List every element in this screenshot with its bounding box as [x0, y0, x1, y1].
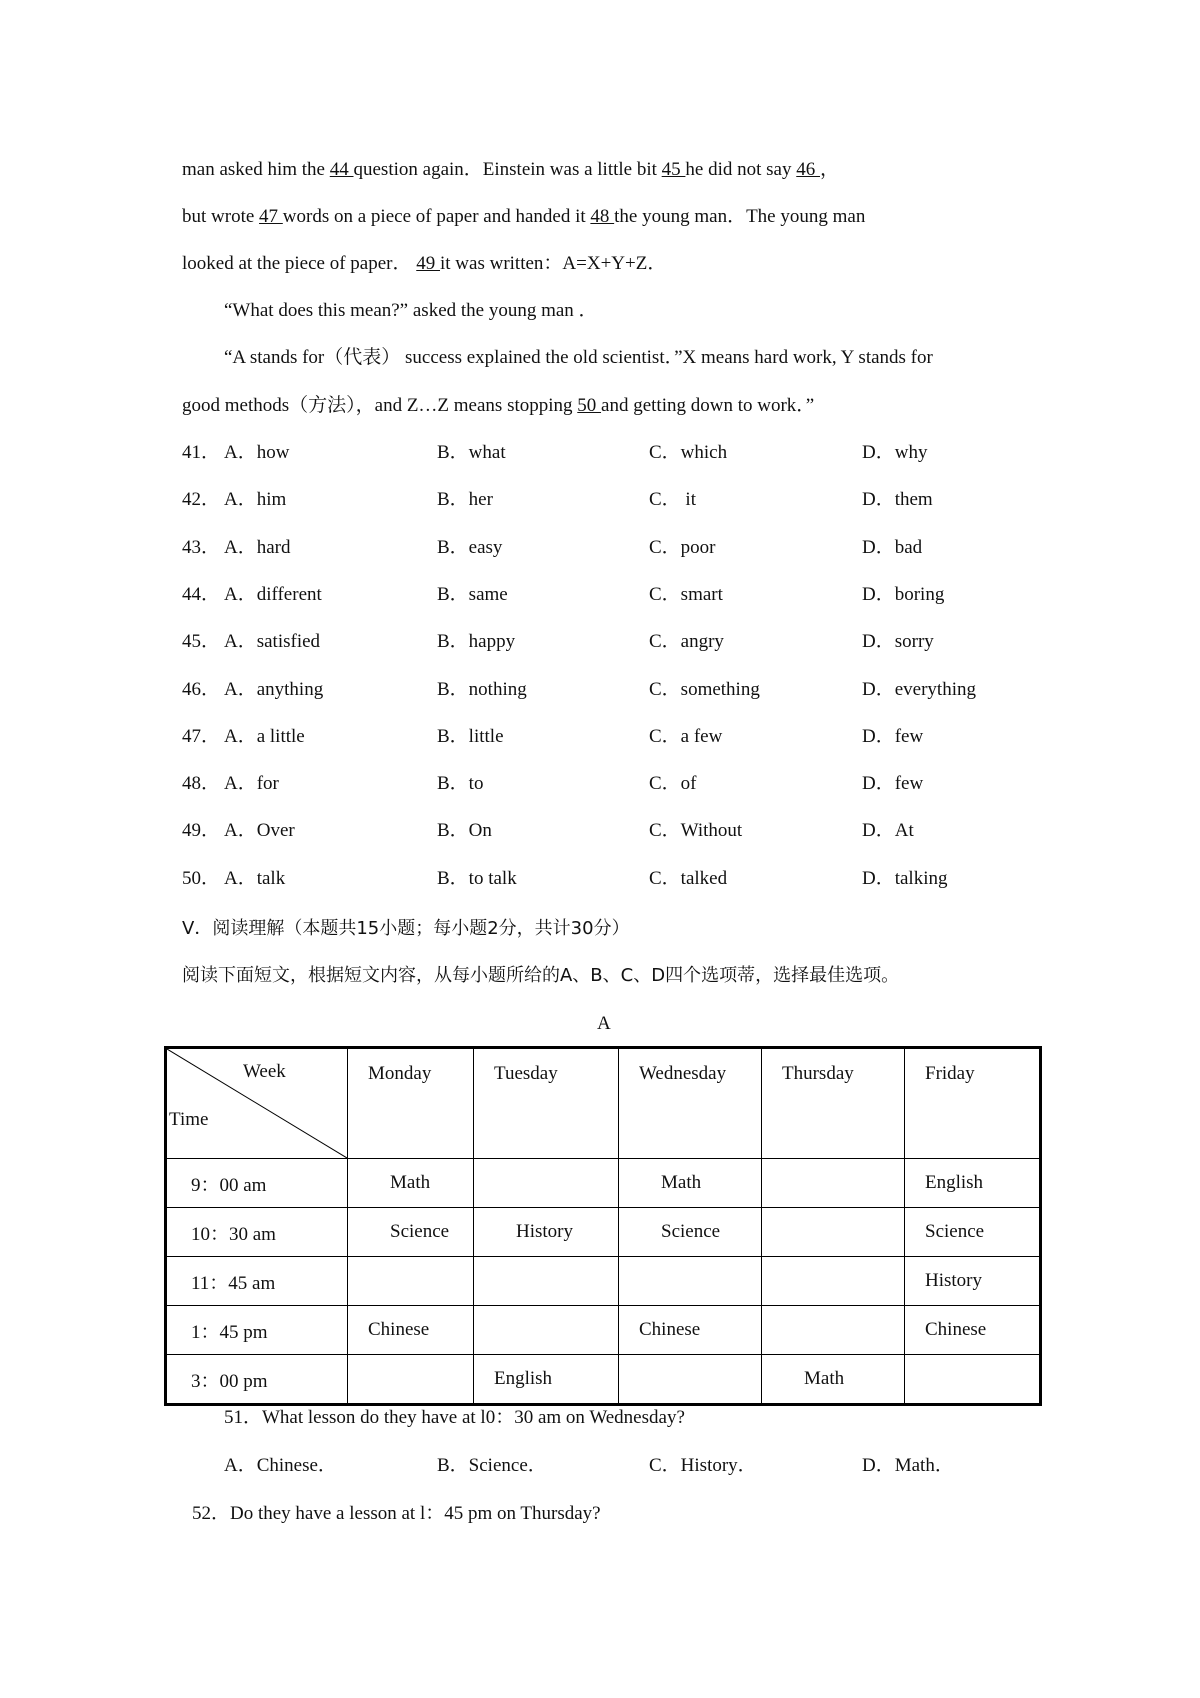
option-c: C． it: [649, 489, 696, 510]
passage-line-3: looked at the piece of paper． 49 it was written：A=X+Y+Z．: [182, 253, 667, 274]
lesson-cell: [905, 1355, 1041, 1405]
option-a: A．a little: [224, 726, 305, 747]
lesson-cell: Chinese: [905, 1306, 1041, 1355]
option-d: D．At: [862, 820, 914, 841]
section-instruction: 阅读下面短文，根据短文内容，从每小题所给的A、B、C、D四个选项蒂，选择最佳选项。: [182, 965, 900, 986]
lesson-cell: [762, 1159, 905, 1208]
option-c: C．talked: [649, 868, 728, 889]
time-cell: 10：30 am: [166, 1208, 348, 1257]
timetable-row: [166, 1257, 1041, 1306]
option-a: A．how: [224, 442, 290, 463]
lesson-cell: Math: [348, 1159, 474, 1208]
option-a: A．anything: [224, 679, 324, 700]
question-number: 47．: [182, 726, 221, 747]
option-c: C．a few: [649, 726, 723, 747]
option-d: D．everything: [862, 679, 976, 700]
blank-46: 46: [796, 159, 820, 180]
option-b: B．easy: [437, 537, 503, 558]
question-number: 44．: [182, 584, 221, 605]
blank-45: 45: [661, 159, 686, 180]
option-d: D．few: [862, 726, 924, 747]
question-52: 52．Do they have a lesson at l：45 pm on Thursday?: [192, 1503, 601, 1524]
time-cell: 1：45 pm: [166, 1306, 348, 1355]
day-header: Wednesday: [619, 1048, 762, 1159]
option-b: B．what: [437, 442, 506, 463]
section-title: V．阅读理解（本题共15小题；每小题2分，共计30分）: [182, 918, 630, 939]
option-b: B．same: [437, 584, 508, 605]
option-d: D．boring: [862, 584, 945, 605]
lesson-cell: Science: [905, 1208, 1041, 1257]
lesson-cell: [762, 1306, 905, 1355]
time-cell: 3：00 pm: [166, 1355, 348, 1405]
lesson-cell: Science: [348, 1208, 474, 1257]
option-d: D．why: [862, 442, 928, 463]
day-header: Tuesday: [474, 1048, 619, 1159]
lesson-cell: Math: [619, 1159, 762, 1208]
question-number: 43．: [182, 537, 221, 558]
option-c: C．Without: [649, 820, 743, 841]
option-b: B．nothing: [437, 679, 527, 700]
option-a: A．different: [224, 584, 322, 605]
option-b: B．to: [437, 773, 484, 794]
timetable-row: [166, 1159, 1041, 1208]
option-c: C．of: [649, 773, 697, 794]
option-a: A．talk: [224, 868, 286, 889]
option-b: B．to talk: [437, 868, 517, 889]
timetable-corner-cell: [166, 1048, 348, 1159]
lesson-cell: [348, 1257, 474, 1306]
option-a: A．for: [224, 773, 279, 794]
corner-week-label: Week: [243, 1061, 286, 1082]
option-c: C．angry: [649, 631, 724, 652]
lesson-cell: [762, 1257, 905, 1306]
option-b: B．Science．: [437, 1455, 547, 1476]
blank-50: 50: [577, 395, 602, 416]
lesson-cell: Chinese: [348, 1306, 474, 1355]
time-cell: 9：00 am: [166, 1159, 348, 1208]
option-b: B．On: [437, 820, 492, 841]
blank-44: 44: [329, 159, 354, 180]
lesson-cell: Chinese: [619, 1306, 762, 1355]
lesson-cell: Science: [619, 1208, 762, 1257]
option-c: C．poor: [649, 537, 716, 558]
question-51: 51．What lesson do they have at l0：30 am on Wednesday?: [224, 1407, 685, 1428]
lesson-cell: [619, 1355, 762, 1405]
lesson-cell: [348, 1355, 474, 1405]
option-b: B．happy: [437, 631, 516, 652]
lesson-cell: [474, 1159, 619, 1208]
option-b: B．little: [437, 726, 504, 747]
option-c: C．something: [649, 679, 760, 700]
lesson-cell: Math: [762, 1355, 905, 1405]
passage-line-2: but wrote 47 words on a piece of paper and handed it 48 the young man．The young man: [182, 206, 866, 227]
question-number: 45．: [182, 631, 221, 652]
option-d: D．bad: [862, 537, 923, 558]
lesson-cell: [474, 1257, 619, 1306]
passage-label: A: [597, 1013, 611, 1034]
time-cell: 11：45 am: [166, 1257, 348, 1306]
question-number: 41．: [182, 442, 221, 463]
lesson-cell: History: [474, 1208, 619, 1257]
passage-line-1: man asked him the 44 question again．Einstein was a little bit 45 he did not say 46 ，: [182, 159, 840, 180]
lesson-cell: History: [905, 1257, 1041, 1306]
option-b: B．her: [437, 489, 493, 510]
option-d: D．Math．: [862, 1455, 954, 1476]
option-c: C．History．: [649, 1455, 757, 1476]
lesson-cell: English: [905, 1159, 1041, 1208]
question-number: 42．: [182, 489, 221, 510]
timetable-row: [166, 1208, 1041, 1257]
question-number: 46．: [182, 679, 221, 700]
option-d: D．them: [862, 489, 933, 510]
option-c: C．which: [649, 442, 728, 463]
timetable-header-row: [166, 1048, 1041, 1159]
option-c: C．smart: [649, 584, 723, 605]
option-a: A．satisfied: [224, 631, 321, 652]
question-number: 49．: [182, 820, 221, 841]
corner-time-label: Time: [169, 1109, 209, 1130]
option-d: D．talking: [862, 868, 948, 889]
passage-line-5: “A stands for（代表） success explained the old scientist．”X means hard work, Y stands for: [224, 347, 933, 368]
blank-49: 49: [416, 253, 440, 274]
timetable-row: [166, 1355, 1041, 1405]
blank-48: 48: [590, 206, 615, 227]
passage-line-4: “What does this mean?” asked the young man ．: [224, 300, 598, 321]
lesson-cell: [619, 1257, 762, 1306]
timetable: [164, 1046, 1042, 1406]
day-header: Thursday: [762, 1048, 905, 1159]
blank-47: 47: [259, 206, 283, 227]
option-d: D．sorry: [862, 631, 934, 652]
question-number: 50．: [182, 868, 221, 889]
question-number: 48．: [182, 773, 221, 794]
lesson-cell: English: [474, 1355, 619, 1405]
option-a: A．Over: [224, 820, 295, 841]
option-a: A．hard: [224, 537, 291, 558]
option-a: A．him: [224, 489, 287, 510]
lesson-cell: [474, 1306, 619, 1355]
timetable-row: [166, 1306, 1041, 1355]
day-header: Monday: [348, 1048, 474, 1159]
day-header: Friday: [905, 1048, 1041, 1159]
passage-line-6: good methods（方法），and Z…Z means stopping 50 and getting down to work．”: [182, 395, 815, 416]
option-a: A．Chinese．: [224, 1455, 337, 1476]
lesson-cell: [762, 1208, 905, 1257]
option-d: D．few: [862, 773, 924, 794]
